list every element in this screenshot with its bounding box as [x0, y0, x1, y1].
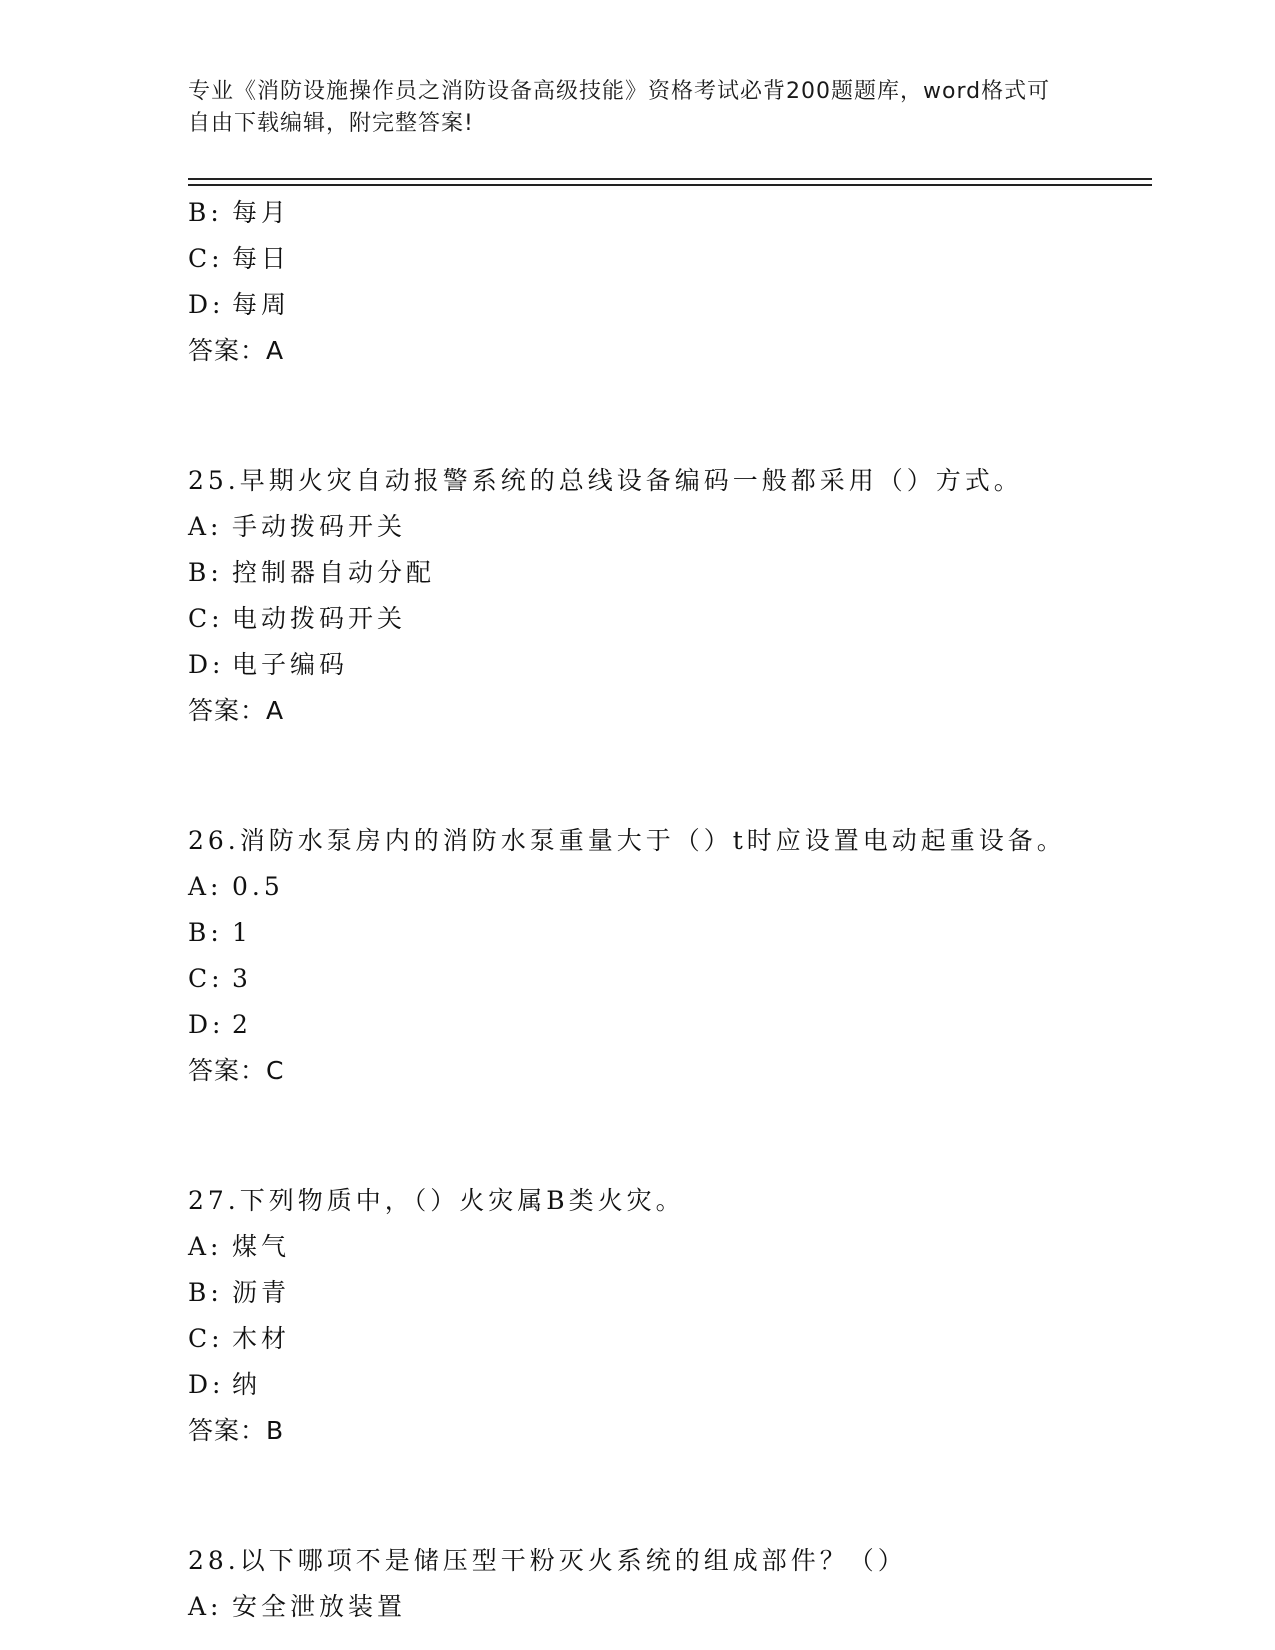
option-item	[188, 1362, 1148, 1408]
answer-line: 答案：B	[188, 1416, 285, 1445]
option-text: 控制器自动分配	[232, 558, 436, 587]
option-key: B:	[188, 1278, 223, 1307]
option-text: 手动拨码开关	[232, 512, 407, 541]
option-item	[188, 1584, 1148, 1630]
option-key: D:	[188, 290, 225, 319]
question-list	[188, 190, 1148, 1630]
option-text: 电动拨码开关	[232, 604, 407, 633]
question-block-28	[188, 1538, 1148, 1630]
option-key: A:	[188, 512, 223, 541]
option-key: B:	[188, 198, 223, 227]
option-item	[188, 1270, 1148, 1316]
header-divider-bottom	[188, 184, 1152, 186]
header-divider-top	[188, 178, 1152, 180]
option-key: A:	[188, 872, 223, 901]
answer-line: 答案：C	[188, 1056, 285, 1085]
option-text: 0.5	[232, 872, 284, 901]
option-item	[188, 910, 1148, 956]
option-key: D:	[188, 1370, 225, 1399]
question-text: 28.以下哪项不是储压型干粉灭火系统的组成部件？（）	[188, 1546, 907, 1575]
option-item	[188, 1002, 1148, 1048]
option-item	[188, 864, 1148, 910]
option-item	[188, 1224, 1148, 1270]
question-text: 26.消防水泵房内的消防水泵重量大于（）t时应设置电动起重设备。	[188, 826, 1066, 855]
option-item	[188, 596, 1148, 642]
option-key: C:	[188, 244, 224, 273]
answer-line: 答案：A	[188, 336, 285, 365]
option-item	[188, 1316, 1148, 1362]
option-text: 沥青	[232, 1278, 291, 1307]
option-text: 每日	[232, 244, 291, 273]
option-text: 木材	[232, 1324, 291, 1353]
option-item	[188, 642, 1148, 688]
option-key: A:	[188, 1232, 223, 1261]
option-text: 1	[232, 918, 252, 947]
question-block-27	[188, 1178, 1148, 1454]
option-key: C:	[188, 604, 224, 633]
option-item	[188, 282, 1148, 328]
option-key: C:	[188, 964, 224, 993]
option-key: D:	[188, 1010, 225, 1039]
option-key: A:	[188, 1592, 223, 1621]
question-text: 27.下列物质中，（）火灾属B类火灾。	[188, 1186, 685, 1215]
question-block-26	[188, 818, 1148, 1094]
option-item	[188, 236, 1148, 282]
option-item	[188, 956, 1148, 1002]
option-item	[188, 190, 1148, 236]
option-text: 每周	[232, 290, 291, 319]
option-item	[188, 550, 1148, 596]
option-text: 纳	[232, 1370, 262, 1399]
option-key: D:	[188, 650, 225, 679]
option-text: 每月	[232, 198, 291, 227]
option-text: 2	[232, 1010, 252, 1039]
option-text: 电子编码	[232, 650, 349, 679]
option-text: 煤气	[232, 1232, 291, 1261]
option-item	[188, 504, 1148, 550]
option-key: B:	[188, 558, 223, 587]
option-key: B:	[188, 918, 223, 947]
option-key: C:	[188, 1324, 224, 1353]
question-block-partial	[188, 190, 1148, 374]
answer-line: 答案：A	[188, 696, 285, 725]
question-block-25	[188, 458, 1148, 734]
question-text: 25.早期火灾自动报警系统的总线设备编码一般都采用（）方式。	[188, 466, 1023, 495]
option-text: 安全泄放装置	[232, 1592, 407, 1621]
document-header: 专业《消防设施操作员之消防设备高级技能》资格考试必背200题题库，word格式可自由下载编辑，附完整答案!	[188, 79, 1051, 136]
option-text: 3	[232, 964, 252, 993]
